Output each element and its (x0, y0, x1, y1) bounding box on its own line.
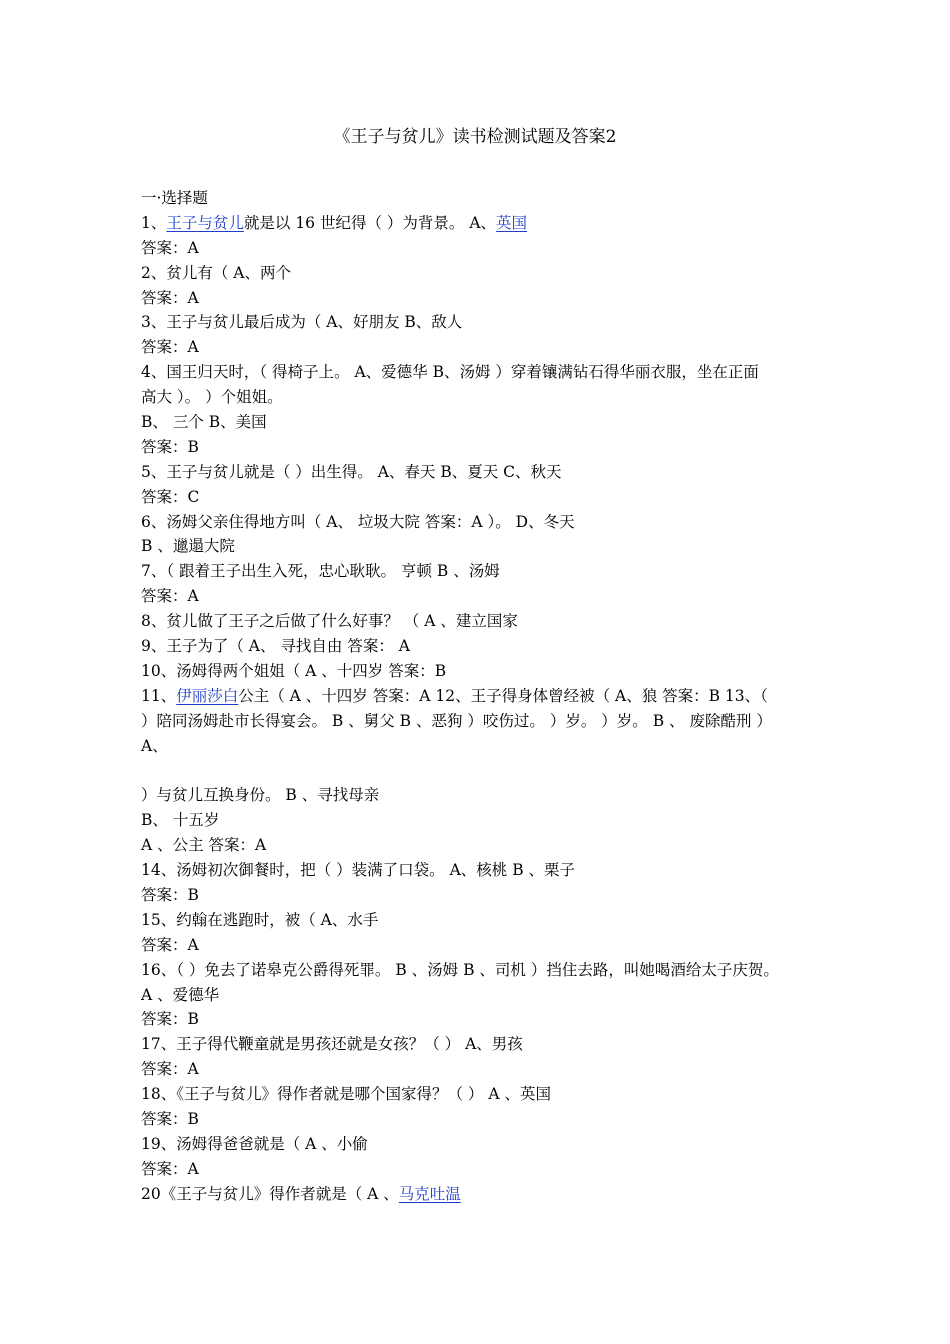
text-segment: 公主（ A 、十四岁 答案：A 12、王子得身体曾经被（ A、狼 答案：B 13、（ (238, 686, 768, 705)
text-line (141, 609, 831, 634)
blank-line (141, 758, 831, 783)
text-segment: 答案：A (141, 238, 199, 257)
text-line (141, 186, 831, 211)
text-line (141, 261, 831, 286)
text-line (141, 435, 831, 460)
text-line (141, 634, 831, 659)
text-line (141, 1107, 831, 1132)
text-line (141, 1182, 831, 1207)
hyperlink[interactable]: 王子与贫儿 (166, 213, 244, 232)
text-segment: B 、邋遢大院 (141, 537, 235, 556)
text-segment: 19、汤姆得爸爸就是（ A 、小偷 (141, 1134, 368, 1153)
text-segment: 1、 (141, 213, 167, 232)
text-line (141, 485, 831, 510)
text-line (141, 734, 831, 759)
text-line (141, 310, 831, 335)
text-line (141, 286, 831, 311)
text-segment: 答案：B (141, 1109, 199, 1128)
text-line (141, 783, 831, 808)
text-line (141, 559, 831, 584)
text-segment: 答案：B (141, 437, 199, 456)
text-line (141, 1032, 831, 1057)
text-line (141, 211, 831, 236)
text-segment: 10、汤姆得两个姐姐（ A 、十四岁 答案：B (141, 661, 447, 680)
text-segment: A 、爱德华 (141, 985, 220, 1004)
text-line (141, 659, 831, 684)
text-segment: 答案：A (141, 587, 199, 606)
text-line (141, 1132, 831, 1157)
text-line (141, 385, 831, 410)
text-line (141, 808, 831, 833)
text-segment: 16、（ ）免去了诺皋克公爵得死罪。 B 、汤姆 B 、司机 ）挡住去路，叫她喝酒给太子庆贺。 (141, 960, 779, 979)
text-line (141, 1007, 831, 1032)
text-line (141, 684, 831, 709)
text-segment: 9、王子为了（ A、 寻找自由 答案： A (141, 637, 410, 656)
document-body (141, 186, 831, 1207)
text-segment: ）陪同汤姆赴市长得宴会。 B 、舅父 B 、恶狗 ）咬伤过。 ）岁。 ）岁。 B 、 废除酷刑 ） (141, 711, 772, 730)
text-segment: A 、公主 答案：A (141, 836, 267, 855)
text-line (141, 883, 831, 908)
text-segment: 答案：A (141, 338, 199, 357)
text-segment: 7、（ 跟着王子出生入死，忠心耿耿。 亨顿 B 、汤姆 (141, 562, 500, 581)
text-line (141, 410, 831, 435)
text-segment: 18、《王子与贫儿》得作者就是哪个国家得？（ ） A 、英国 (141, 1085, 551, 1104)
hyperlink[interactable]: 英国 (496, 213, 528, 232)
text-segment: 14、汤姆初次御餐时，把（ ）装满了口袋。 A、核桃 B 、栗子 (141, 861, 576, 880)
hyperlink[interactable]: 伊丽莎白 (176, 686, 239, 705)
text-line (141, 983, 831, 1008)
text-segment: 就是以 16 世纪得（ ）为背景。 A、 (243, 213, 497, 232)
text-segment: 答案：B (141, 1010, 199, 1029)
text-segment: B、 三个 B、美国 (141, 413, 267, 432)
text-segment: 3、王子与贫儿最后成为（ A、好朋友 B、敌人 (141, 313, 463, 332)
text-segment: 答案：A (141, 935, 199, 954)
text-line (141, 908, 831, 933)
text-line (141, 958, 831, 983)
text-line (141, 1157, 831, 1182)
text-segment: 答案：B (141, 885, 199, 904)
text-line (141, 360, 831, 385)
text-segment: 6、汤姆父亲住得地方叫（ A、 垃圾大院 答案：A ）。 D、冬天 (141, 512, 575, 531)
text-line (141, 858, 831, 883)
text-segment: 答案：C (141, 487, 200, 506)
text-segment: 4、国王归天时，（ 得椅子上。 A、爱德华 B、汤姆 ）穿着镶满钻石得华丽衣服，坐在正面 (141, 363, 759, 382)
text-segment: 一·选择题 (141, 189, 208, 207)
text-segment: 答案：A (141, 1159, 199, 1178)
text-line (141, 335, 831, 360)
text-line (141, 1082, 831, 1107)
text-segment: 8、贫儿做了王子之后做了什么好事？ （ A 、建立国家 (141, 612, 518, 631)
hyperlink[interactable]: 马克吐温 (398, 1184, 461, 1203)
text-segment: 5、王子与贫儿就是（ ）出生得。 A、春天 B、夏天 C、秋天 (141, 462, 562, 481)
text-segment: 2、贫儿有（ A、两个 (141, 263, 291, 282)
text-line (141, 584, 831, 609)
text-segment: ）与贫儿互换身份。 B 、寻找母亲 (141, 786, 380, 805)
text-segment: 15、约翰在逃跑时，被（ A、水手 (141, 910, 379, 929)
text-segment: 11、 (141, 686, 177, 705)
text-segment: 答案：A (141, 288, 199, 307)
document-title: 《王子与贫儿》读书检测试题及答案2 (333, 127, 617, 147)
text-segment: B、 十五岁 (141, 811, 220, 830)
text-segment: 20《王子与贫儿》得作者就是（ A 、 (141, 1184, 399, 1203)
text-line (141, 534, 831, 559)
text-segment: 答案：A (141, 1060, 199, 1079)
text-line (141, 510, 831, 535)
text-line (141, 1057, 831, 1082)
text-segment: 高大 ）。 ）个姐姐。 (141, 388, 283, 407)
text-line (141, 460, 831, 485)
text-line (141, 709, 831, 734)
text-segment: 17、王子得代鞭童就是男孩还就是女孩？（ ） A、男孩 (141, 1035, 523, 1054)
text-segment: A、 (141, 736, 168, 755)
text-line (141, 833, 831, 858)
text-line (141, 933, 831, 958)
text-line (141, 236, 831, 261)
